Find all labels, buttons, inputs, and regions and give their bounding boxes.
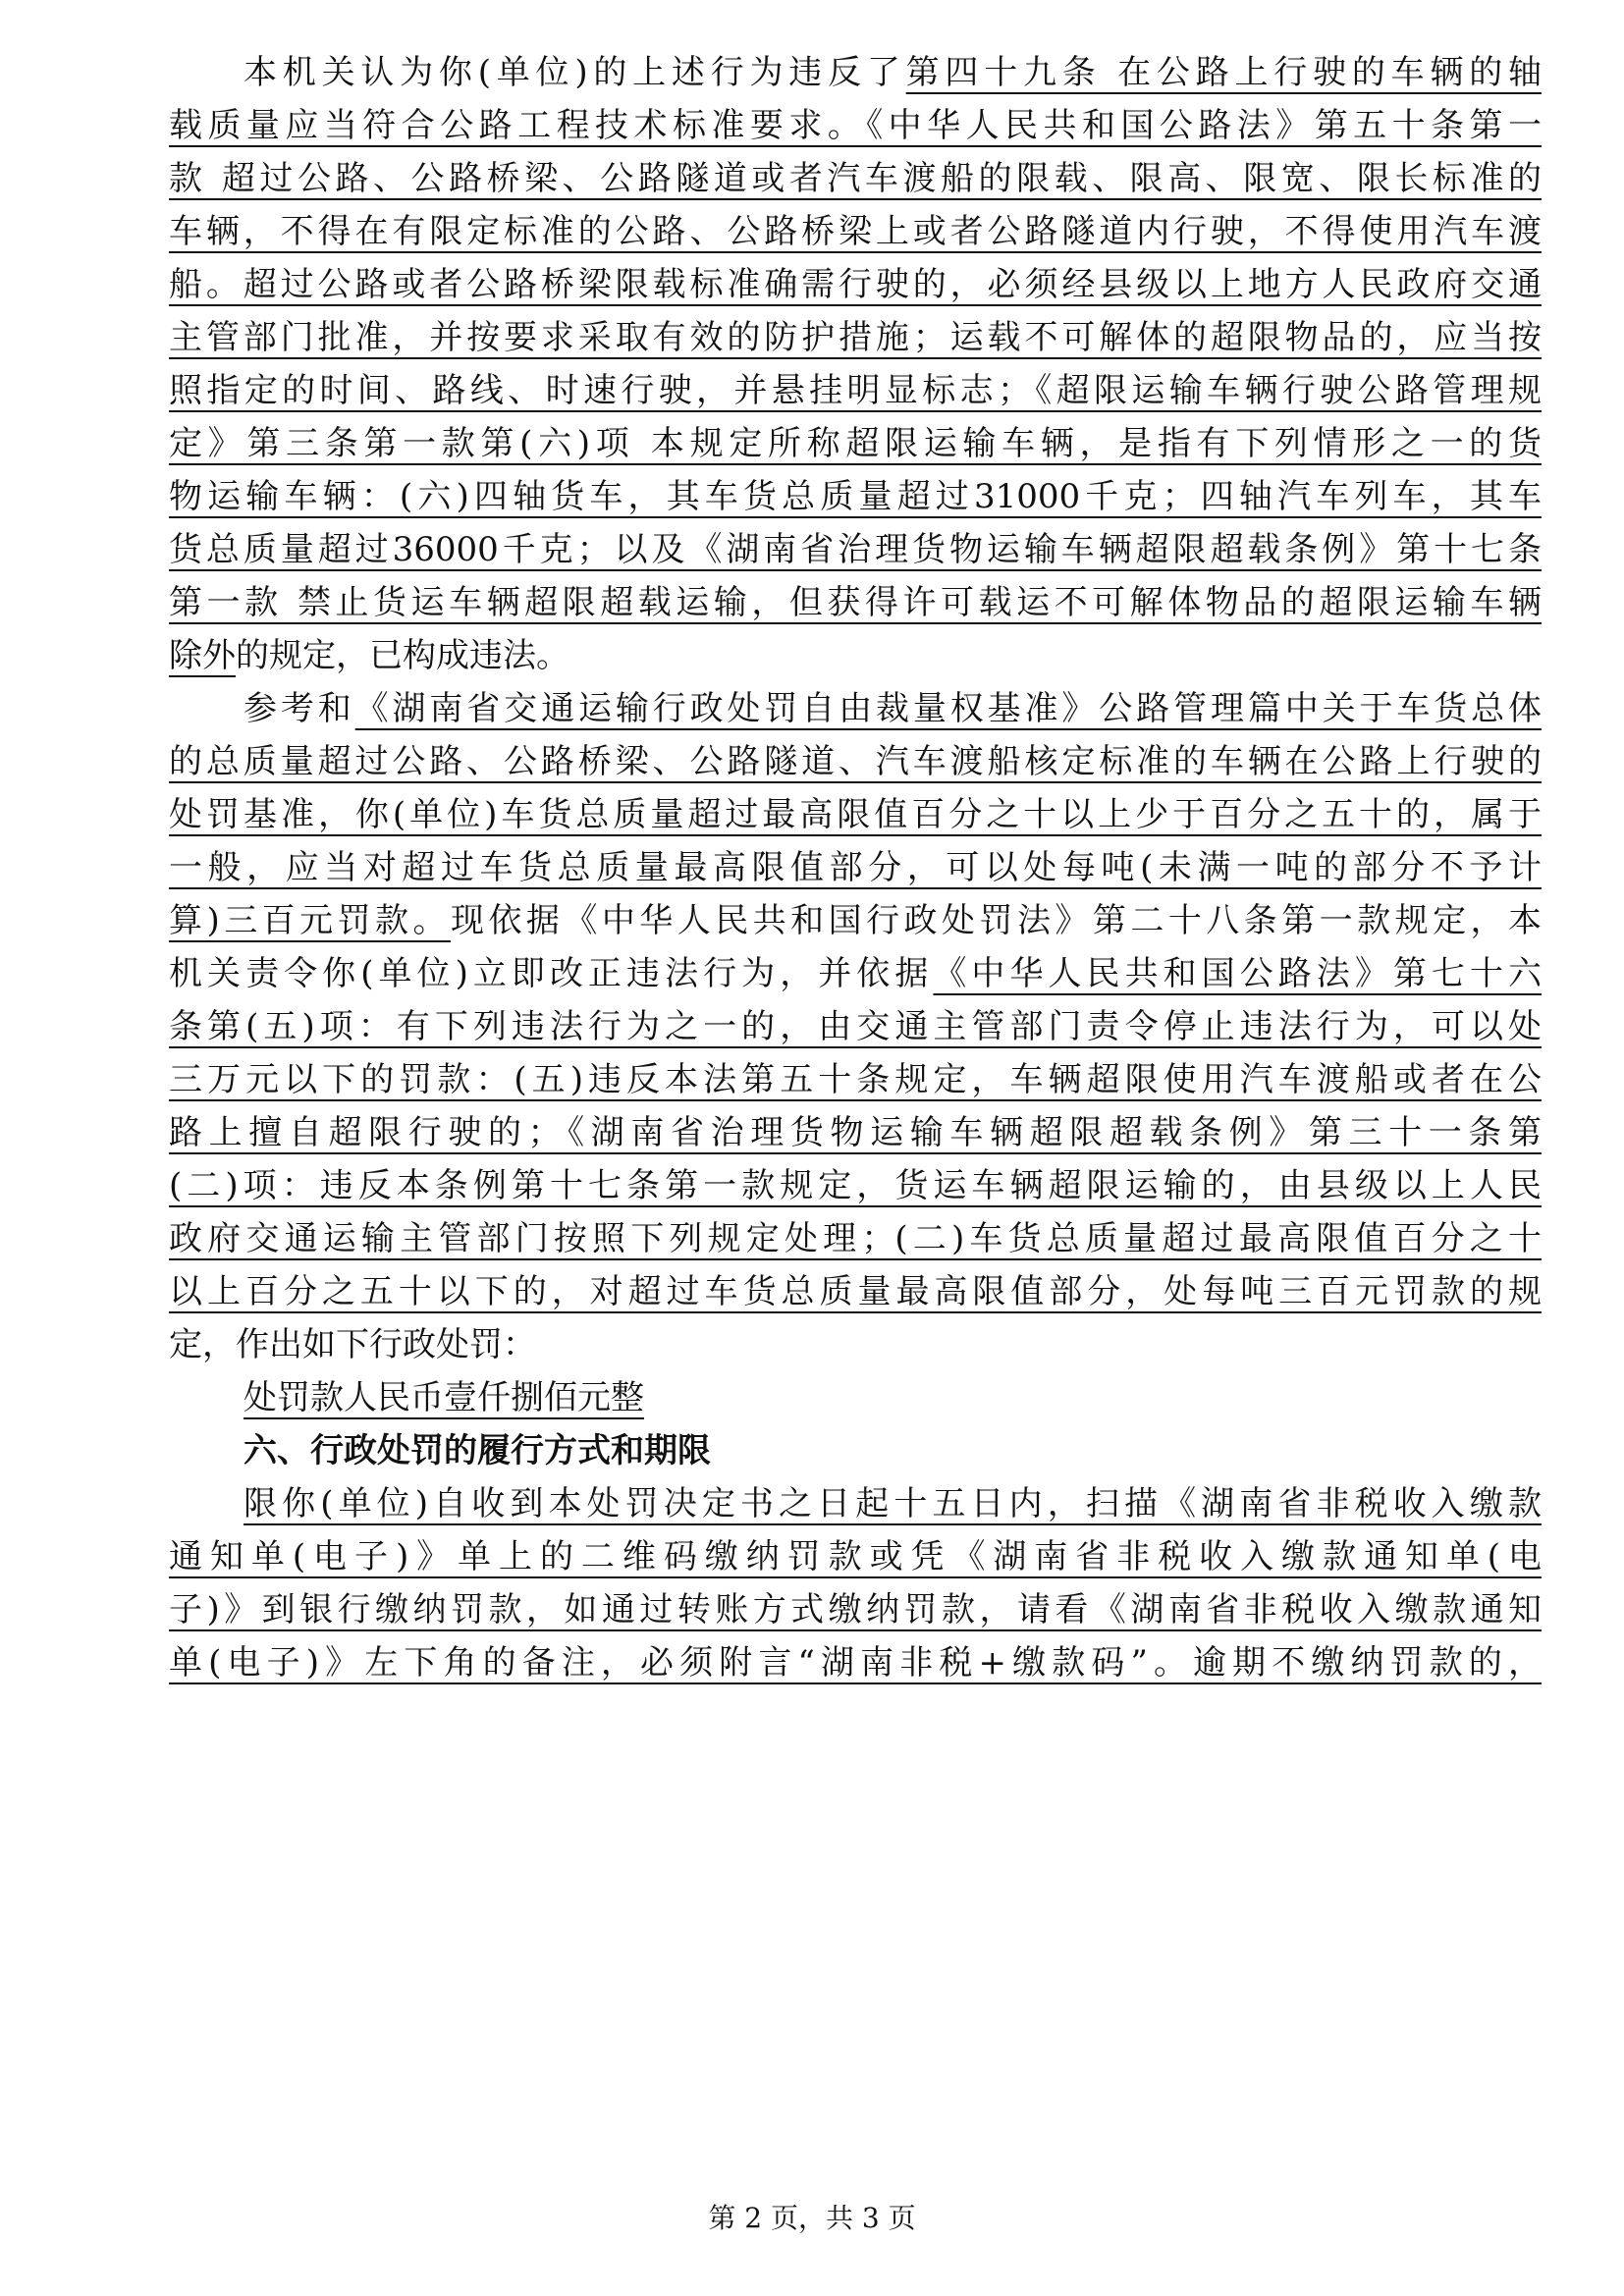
underlined-text: 《中华人民共和国公路法》第七十六 [933, 954, 1543, 993]
text-line: 一般，应当对超过车货总质量最高限值部分，可以处每吨(未满一吨的部分不予计 [169, 848, 1542, 887]
text-line: 船。超过公路或者公路桥梁限载标准确需行驶的，必须经县级以上地方人民政府交通 [169, 265, 1542, 304]
text-line: 单(电子)》左下角的备注，必须附言“湖南非税+缴款码”。逾期不缴纳罚款的， [169, 1643, 1542, 1682]
text-line: 车辆，不得在有限定标准的公路、公路桥梁上或者公路隧道内行驶，不得使用汽车渡 [169, 212, 1542, 251]
text-line: 款 超过公路、公路桥梁、公路隧道或者汽车渡船的限载、限高、限宽、限长标准的 [169, 159, 1542, 198]
text-line [169, 947, 1542, 1000]
text-run: 的规定，已构成违法。 [236, 636, 569, 675]
text-line: 物运输车辆：(六)四轴货车，其车货总质量超过31000千克；四轴汽车列车，其车 [169, 477, 1542, 516]
text-line: 通知单(电子)》单上的二维码缴纳罚款或凭《湖南省非税收入缴款通知单(电 [169, 1537, 1542, 1576]
text-line: 路上擅自超限行驶的；《湖南省治理货物运输车辆超限超载条例》第三十一条第 [169, 1113, 1542, 1152]
underlined-text: 算)三百元罚款。 [169, 901, 451, 940]
text-line: 定，作出如下行政处罚： [169, 1325, 536, 1364]
text-line: 子)》到银行缴纳罚款，如通过转账方式缴纳罚款，请看《湖南省非税收入缴款通知 [169, 1590, 1542, 1629]
text-run: 机关责令你(单位)立即改正违法行为，并依据 [169, 954, 934, 993]
penalty-amount [244, 1371, 1542, 1424]
text-line: 条第(五)项：有下列违法行为之一的，由交通主管部门责令停止违法行为，可以处 [169, 1007, 1542, 1046]
text-run: 现依据《中华人民共和国行政处罚法》第二十八条第一款规定，本 [450, 901, 1542, 940]
text-line: 定》第三条第一款第(六)项 本规定所称超限运输车辆，是指有下列情形之一的货 [169, 424, 1542, 463]
underlined-text: 除外 [169, 636, 236, 675]
text-line: (二)项：违反本条例第十七条第一款规定，货运车辆超限运输的，由县级以上人民 [169, 1166, 1542, 1205]
section-heading: 六、行政处罚的履行方式和期限 [244, 1431, 711, 1470]
underlined-text: 处罚款人民币壹仟捌佰元整 [244, 1378, 644, 1417]
text-line: 载质量应当符合公路工程技术标准要求。《中华人民共和国公路法》第五十条第一 [169, 106, 1542, 145]
text-line: 货总质量超过36000千克；以及《湖南省治理货物运输车辆超限超载条例》第十七条 [169, 530, 1542, 569]
text-run: 本机关认为你(单位)的上述行为违反了 [244, 53, 906, 92]
text-line: 的总质量超过公路、公路桥梁、公路隧道、汽车渡船核定标准的车辆在公路上行驶的 [169, 742, 1542, 781]
text-line: 以上百分之五十以下的，对超过车货总质量最高限值部分，处每吨三百元罚款的规 [169, 1272, 1542, 1311]
text-line [244, 46, 1542, 99]
text-line: 第一款 禁止货运车辆超限超载运输，但获得许可载运不可解体物品的超限运输车辆 [169, 583, 1542, 622]
text-line [169, 629, 1542, 682]
underlined-text: 第四十九条 在公路上行驶的车辆的轴 [905, 53, 1542, 92]
text-line: 限你(单位)自收到本处罚决定书之日起十五日内，扫描《湖南省非税收入缴款 [244, 1484, 1542, 1523]
underlined-text: 《湖南省交通运输行政处罚自由裁量权基准》公路管理篇中关于车货总体 [354, 689, 1543, 728]
text-line: 政府交通运输主管部门按照下列规定处理；(二)车货总质量超过最高限值百分之十 [169, 1219, 1542, 1258]
text-line [244, 682, 1542, 735]
text-line: 主管部门批准，并按要求采取有效的防护措施；运载不可解体的超限物品的，应当按 [169, 318, 1542, 357]
page-number-footer: 第 2 页，共 3 页 [708, 2202, 916, 2234]
text-line: 照指定的时间、路线、时速行驶，并悬挂明显标志；《超限运输车辆行驶公路管理规 [169, 371, 1542, 410]
text-line [169, 894, 1542, 947]
text-line: 处罚基准，你(单位)车货总质量超过最高限值百分之十以上少于百分之五十的，属于 [169, 795, 1542, 834]
text-run: 参考和 [244, 689, 355, 728]
text-line: 三万元以下的罚款：(五)违反本法第五十条规定，车辆超限使用汽车渡船或者在公 [169, 1060, 1542, 1099]
